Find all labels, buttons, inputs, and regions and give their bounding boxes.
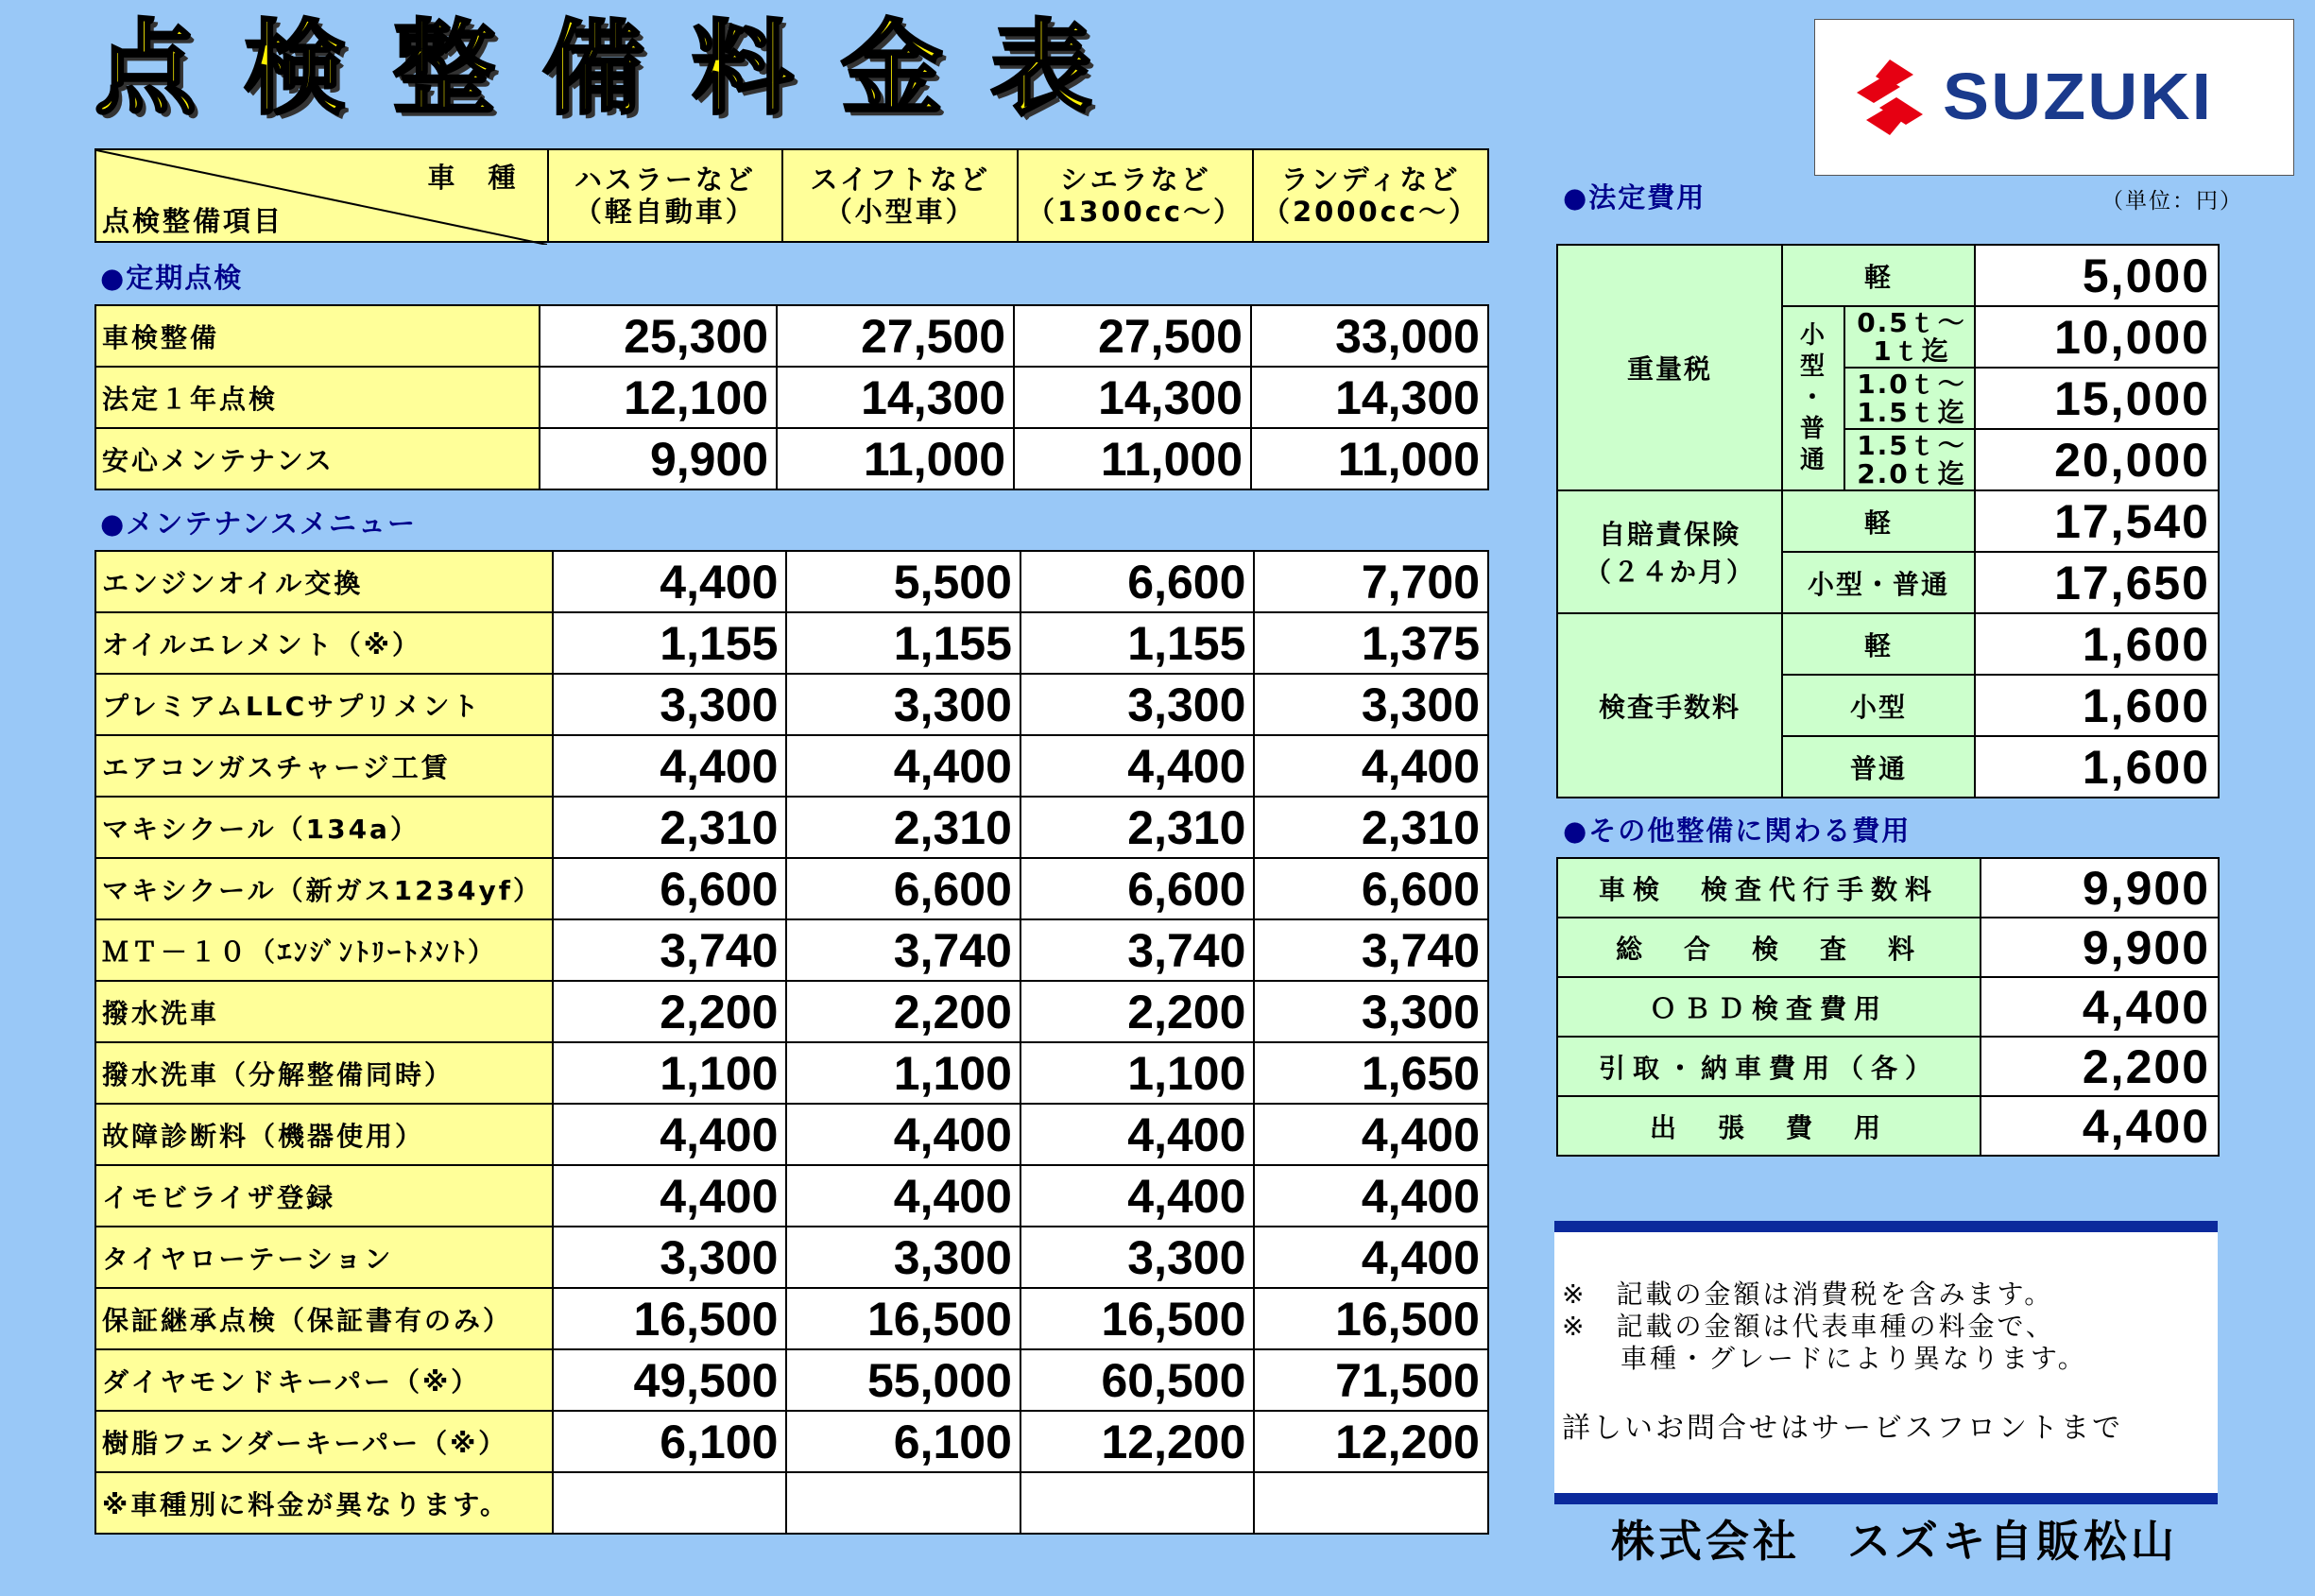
price-cell: 3,740	[1254, 919, 1488, 981]
corner-cell	[95, 149, 548, 242]
section-title-maintenance: ●メンテナンスメニュー	[100, 507, 417, 540]
price-cell: 6,600	[553, 858, 787, 919]
price-cell: 6,600	[1254, 858, 1488, 919]
price-cell: 27,500	[777, 305, 1014, 367]
price-cell: 14,300	[777, 367, 1014, 428]
price-cell: 1,375	[1254, 612, 1488, 674]
price-cell	[1254, 1472, 1488, 1534]
fee-label: 出 張 費 用	[1557, 1096, 1981, 1156]
price-cell: 12,200	[1020, 1411, 1255, 1472]
price-cell: 4,400	[786, 1104, 1020, 1165]
fee-value: 4,400	[1981, 977, 2219, 1037]
table-row	[95, 1472, 1488, 1534]
periodic-table	[94, 304, 1489, 490]
row-label: 撥水洗車（分解整備同時）	[95, 1042, 553, 1104]
inspection-row-value: 1,600	[1975, 736, 2219, 798]
fee-label: 引取・納車費用（各）	[1557, 1037, 1981, 1096]
price-cell: 25,300	[540, 305, 777, 367]
row-label: ダイヤモンドキーパー（※）	[95, 1349, 553, 1411]
logo-wordmark: SUZUKI	[1943, 60, 2214, 133]
price-cell: 9,900	[540, 428, 777, 489]
row-label: ※車種別に料金が異なります。	[95, 1472, 553, 1534]
price-cell: 3,740	[1020, 919, 1255, 981]
table-row	[95, 1165, 1488, 1227]
row-label: プレミアムLLCサプリメント	[95, 674, 553, 735]
price-cell: 16,500	[786, 1288, 1020, 1349]
other-fees-table	[1556, 857, 2220, 1157]
row-label: マキシクール（134a）	[95, 797, 553, 858]
corner-vehicle-type: 車 種	[427, 162, 519, 194]
price-cell: 4,400	[786, 1165, 1020, 1227]
weight-tax-sub-value: 20,000	[1975, 429, 2219, 490]
insurance-row-value: 17,540	[1975, 490, 2219, 552]
table-row	[95, 674, 1488, 735]
price-cell: 14,300	[1251, 367, 1488, 428]
table-row	[95, 858, 1488, 919]
table-row	[95, 305, 1488, 367]
price-table-header	[94, 148, 1489, 243]
row-label: タイヤローテーション	[95, 1227, 553, 1288]
weight-tax-group-label	[1782, 306, 1844, 490]
price-cell: 11,000	[1251, 428, 1488, 489]
price-cell: 6,100	[553, 1411, 787, 1472]
fee-value: 4,400	[1981, 1096, 2219, 1156]
row-label: 樹脂フェンダーキーパー（※）	[95, 1411, 553, 1472]
weight-tax-sub-label: 1.5ｔ～ 2.0ｔ迄	[1844, 429, 1975, 490]
table-row	[95, 612, 1488, 674]
price-cell: 3,300	[1020, 674, 1255, 735]
price-cell: 33,000	[1251, 305, 1488, 367]
price-cell: 3,740	[553, 919, 787, 981]
price-cell	[553, 1472, 787, 1534]
price-cell: 2,310	[1020, 797, 1255, 858]
price-cell: 2,310	[786, 797, 1020, 858]
price-cell: 5,500	[786, 551, 1020, 612]
price-cell: 7,700	[1254, 551, 1488, 612]
row-label: ＭＴ－１０（ｴﾝｼﾞﾝﾄﾘｰﾄﾒﾝﾄ）	[95, 919, 553, 981]
price-cell: 16,500	[553, 1288, 787, 1349]
note-line: 車種・グレードにより異なります。	[1562, 1343, 2087, 1374]
price-cell: 2,310	[553, 797, 787, 858]
column-header: ハスラーなど （軽自動車）	[548, 149, 783, 242]
weight-tax-kei-label: 軽	[1782, 245, 1975, 306]
table-row	[1557, 858, 2219, 918]
table-row	[95, 367, 1488, 428]
price-cell	[786, 1472, 1020, 1534]
row-label: エアコンガスチャージ工賃	[95, 735, 553, 797]
price-cell: 4,400	[1254, 1104, 1488, 1165]
price-cell: 71,500	[1254, 1349, 1488, 1411]
price-cell: 6,600	[1020, 858, 1255, 919]
weight-tax-label: 重量税	[1557, 245, 1782, 490]
fee-value: 9,900	[1981, 858, 2219, 918]
inspection-row-label: 普通	[1782, 736, 1975, 798]
unit-label: （単位：円）	[2101, 189, 2243, 214]
price-cell: 2,200	[1020, 981, 1255, 1042]
company-name: 株式会社 スズキ自販松山	[1611, 1516, 2178, 1567]
weight-tax-sub-label: 0.5ｔ～ 1ｔ迄	[1844, 306, 1975, 368]
section-title-periodic: ●定期点検	[100, 262, 244, 294]
table-row	[1557, 977, 2219, 1037]
table-row	[95, 1349, 1488, 1411]
table-row	[95, 1288, 1488, 1349]
price-cell: 4,400	[1020, 1104, 1255, 1165]
insurance-row-value: 17,650	[1975, 552, 2219, 613]
corner-item-label: 点検整備項目	[102, 205, 284, 237]
table-row	[95, 1042, 1488, 1104]
table-row	[95, 1411, 1488, 1472]
price-cell: 12,100	[540, 367, 777, 428]
price-cell: 3,300	[1020, 1227, 1255, 1288]
price-cell: 4,400	[1254, 1165, 1488, 1227]
price-cell: 1,100	[1020, 1042, 1255, 1104]
price-cell: 1,650	[1254, 1042, 1488, 1104]
price-cell: 3,300	[553, 674, 787, 735]
fee-label: ＯＢＤ検査費用	[1557, 977, 1981, 1037]
price-cell: 60,500	[1020, 1349, 1255, 1411]
suzuki-logo	[1814, 19, 2294, 176]
price-cell: 14,300	[1014, 367, 1251, 428]
note-line: ※ 記載の金額は消費税を含みます。	[1562, 1279, 2054, 1310]
price-cell: 3,300	[786, 1227, 1020, 1288]
price-cell: 3,300	[1254, 674, 1488, 735]
price-cell: 1,100	[786, 1042, 1020, 1104]
row-label: エンジンオイル交換	[95, 551, 553, 612]
table-row	[95, 428, 1488, 489]
row-label: オイルエレメント（※）	[95, 612, 553, 674]
price-cell: 6,600	[786, 858, 1020, 919]
row-label: マキシクール（新ガス1234yf）	[95, 858, 553, 919]
legal-fees-table	[1556, 244, 2220, 798]
column-header: シエラなど （1300cc～）	[1018, 149, 1253, 242]
weight-tax-sub-label: 1.0ｔ～ 1.5ｔ迄	[1844, 368, 1975, 429]
price-cell: 6,100	[786, 1411, 1020, 1472]
column-header: ランディなど （2000cc～）	[1253, 149, 1488, 242]
price-cell: 16,500	[1020, 1288, 1255, 1349]
page-title: 点検整備料金表	[94, 10, 1140, 129]
row-label: イモビライザ登録	[95, 1165, 553, 1227]
suzuki-s-mark-icon	[1849, 58, 1930, 137]
weight-tax-sub-value: 10,000	[1975, 306, 2219, 368]
row-label: 撥水洗車	[95, 981, 553, 1042]
price-cell: 4,400	[553, 1104, 787, 1165]
note-contact: 詳しいお問合せはサービスフロントまで	[1562, 1412, 2123, 1445]
price-cell: 4,400	[786, 735, 1020, 797]
note-line: ※ 記載の金額は代表車種の料金で、	[1562, 1311, 2055, 1342]
price-cell: 11,000	[1014, 428, 1251, 489]
price-cell: 4,400	[553, 551, 787, 612]
price-cell: 1,155	[786, 612, 1020, 674]
notes-box	[1554, 1221, 2218, 1504]
price-cell	[1020, 1472, 1255, 1534]
table-row	[95, 735, 1488, 797]
insurance-label: 自賠責保険 （２４か月）	[1557, 490, 1782, 613]
price-cell: 2,310	[1254, 797, 1488, 858]
price-cell: 1,155	[1020, 612, 1255, 674]
price-cell: 4,400	[1254, 1227, 1488, 1288]
table-row	[95, 797, 1488, 858]
price-cell: 3,740	[786, 919, 1020, 981]
price-cell: 55,000	[786, 1349, 1020, 1411]
price-cell: 4,400	[1020, 735, 1255, 797]
fee-value: 9,900	[1981, 918, 2219, 977]
section-title-legal: ●法定費用	[1563, 181, 1706, 214]
price-cell: 11,000	[777, 428, 1014, 489]
price-cell: 49,500	[553, 1349, 787, 1411]
price-cell: 27,500	[1014, 305, 1251, 367]
price-cell: 4,400	[553, 735, 787, 797]
insurance-row-label: 小型・普通	[1782, 552, 1975, 613]
inspection-row-value: 1,600	[1975, 613, 2219, 675]
row-label: 保証継承点検（保証書有のみ）	[95, 1288, 553, 1349]
fee-value: 2,200	[1981, 1037, 2219, 1096]
inspection-fee-label: 検査手数料	[1557, 613, 1782, 798]
price-cell: 3,300	[553, 1227, 787, 1288]
price-cell: 4,400	[1254, 735, 1488, 797]
table-row	[95, 919, 1488, 981]
price-cell: 16,500	[1254, 1288, 1488, 1349]
price-cell: 4,400	[1020, 1165, 1255, 1227]
price-cell: 3,300	[1254, 981, 1488, 1042]
row-label: 法定１年点検	[95, 367, 540, 428]
section-title-other: ●その他整備に関わる費用	[1563, 815, 1912, 847]
price-cell: 6,600	[1020, 551, 1255, 612]
inspection-row-label: 小型	[1782, 675, 1975, 736]
fee-label: 総 合 検 査 料	[1557, 918, 1981, 977]
table-row	[95, 1227, 1488, 1288]
price-cell: 4,400	[553, 1165, 787, 1227]
table-row	[1557, 1096, 2219, 1156]
fee-label: 車検 検査代行手数料	[1557, 858, 1981, 918]
maintenance-table	[94, 550, 1489, 1535]
inspection-row-label: 軽	[1782, 613, 1975, 675]
price-cell: 12,200	[1254, 1411, 1488, 1472]
table-row	[1557, 1037, 2219, 1096]
weight-tax-kei-value: 5,000	[1975, 245, 2219, 306]
price-cell: 3,300	[786, 674, 1020, 735]
column-header: スイフトなど （小型車）	[782, 149, 1018, 242]
row-label: 車検整備	[95, 305, 540, 367]
table-row	[95, 551, 1488, 612]
table-row	[95, 1104, 1488, 1165]
price-cell: 2,200	[553, 981, 787, 1042]
inspection-row-value: 1,600	[1975, 675, 2219, 736]
row-label: 故障診断料（機器使用）	[95, 1104, 553, 1165]
table-row	[95, 981, 1488, 1042]
price-cell: 1,155	[553, 612, 787, 674]
table-row	[1557, 918, 2219, 977]
price-cell: 2,200	[786, 981, 1020, 1042]
price-cell: 1,100	[553, 1042, 787, 1104]
row-label: 安心メンテナンス	[95, 428, 540, 489]
weight-tax-sub-value: 15,000	[1975, 368, 2219, 429]
insurance-row-label: 軽	[1782, 490, 1975, 552]
group-vertical-text: 小 型 ・ 普 通	[1799, 321, 1826, 474]
